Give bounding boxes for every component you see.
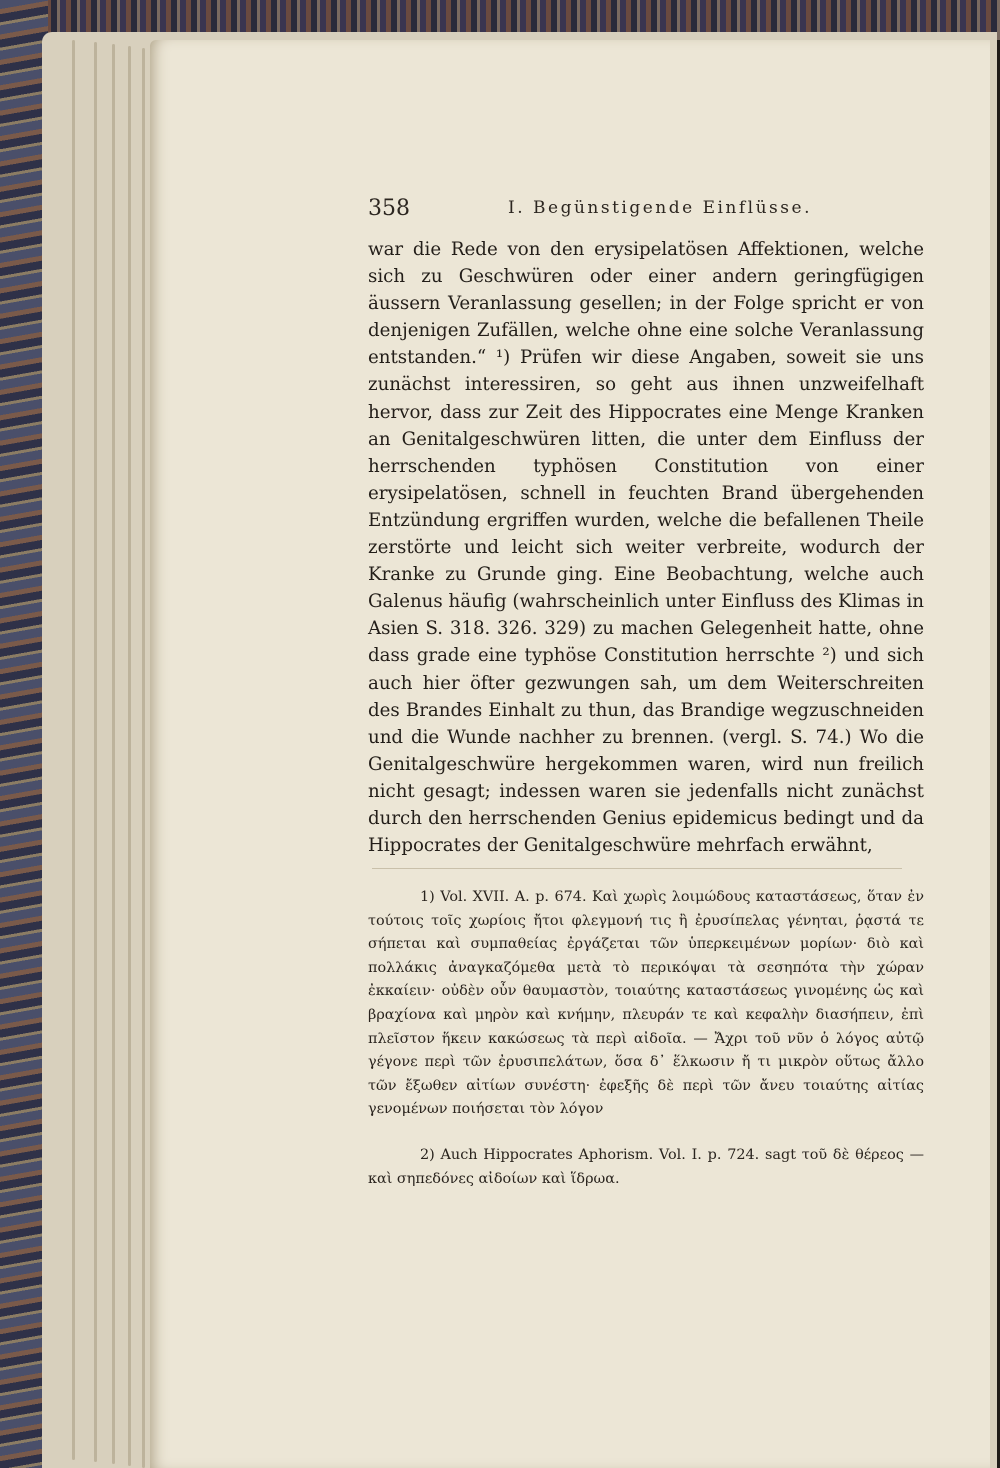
page-number: 358: [368, 196, 410, 221]
chapter-title: I. Begünstigende Einflüsse.: [508, 198, 812, 218]
footnote-1: 1) Vol. XVII. A. p. 674. Καὶ χωρὶς λοιμώδους καταστάσεως, ὅταν ἐν τούτοις τοῖς χωρίοις ἤτοι φλεγμονή τις ἢ ἐρυσίπελας γένηται, ῥᾳστά τε σήπεται καὶ συμπαθείας ἐργάζεται τῶν ὑπερκειμένων μορίων· διὸ καὶ πολλάκις ἀναγκαζόμεθα μετὰ τὸ περικόψαι τὰ σεσηπότα τὴν χώραν ἐκκαίειν· οὐδὲν οὖν θαυμαστὸν, τοιαύτης καταστάσεως γινομένης ὡς καὶ βραχίονα καὶ μηρὸν καὶ κνήμην, πλευράν τε καὶ κεφαλὴν διασήπειν, ἐπὶ πλεῖστον ἥκειν κακώσεως τὰ περὶ αἰδοῖα. — Ἄχρι τοῦ νῦν ὁ λόγος αὐτῷ γέγονε περὶ τῶν ἐρυσιπελάτων, ὅσα δ᾽ ἕλκωσιν ἤ τι μικρὸν οὕτως ἄλλο τῶν ἔξωθεν αἰτίων συνέστη· ἐφεξῆς δὲ περὶ τῶν ἄνευ τοιαύτης αἰτίας γενομένων ποιήσεται τὸν λόγον: [368, 889, 924, 1118]
running-head: [368, 196, 928, 226]
page-edge: [94, 42, 97, 1462]
page-edge: [128, 46, 131, 1466]
page-edge: [72, 40, 75, 1460]
book-binding-spine: [0, 0, 48, 1468]
footnote-2: 2) Auch Hippocrates Aphorism. Vol. I. p. 724. sagt τοῦ δὲ θέρεος — καὶ σηπεδόνες αἰδοίων καὶ ἵδρωα.: [368, 1147, 924, 1187]
page-edge: [142, 48, 145, 1468]
page-edge: [112, 44, 115, 1464]
body-paragraph: war die Rede von den erysipelatösen Affektionen, welche sich zu Geschwüren oder einer andern geringfügigen äussern Veranlassung gesellen; in der Folge spricht er von denjenigen Zufällen, welche ohne eine solche Veranlassung entstanden.“ ¹) Prüfen wir diese Angaben, soweit sie uns zunächst interessiren, so geht aus ihnen unzweifelhaft hervor, dass zur Zeit des Hippocrates eine Menge Kranken an Genitalgeschwüren litten, die unter dem Einfluss der herrschenden typhösen Constitution von einer erysipelatösen, schnell in feuchten Brand übergehenden Entzündung ergriffen wurden, welche die befallenen Theile zerstörte und leicht sich weiter verbreite, wodurch der Kranke zu Grunde ging. Eine Beobachtung, welche auch Galenus häufig (wahrscheinlich unter Einfluss des Klimas in Asien S. 318. 326. 329) zu machen Gelegenheit hatte, ohne dass grade eine typhöse Constitution herrschte ²) und sich auch hier öfter gezwungen sah, um dem Weiterschreiten des Brandes Einhalt zu thun, das Brandige wegzuschneiden und die Wunde nachher zu brennen. (vergl. S. 74.) Wo die Genitalgeschwüre hergekommen waren, wird nun freilich nicht gesagt; indessen waren sie jedenfalls nicht zunächst durch den herrschenden Genius epidemicus bedingt und da Hippocrates der Genitalgeschwüre mehrfach erwähnt,: [368, 239, 924, 857]
footnote-separator: [372, 868, 902, 869]
